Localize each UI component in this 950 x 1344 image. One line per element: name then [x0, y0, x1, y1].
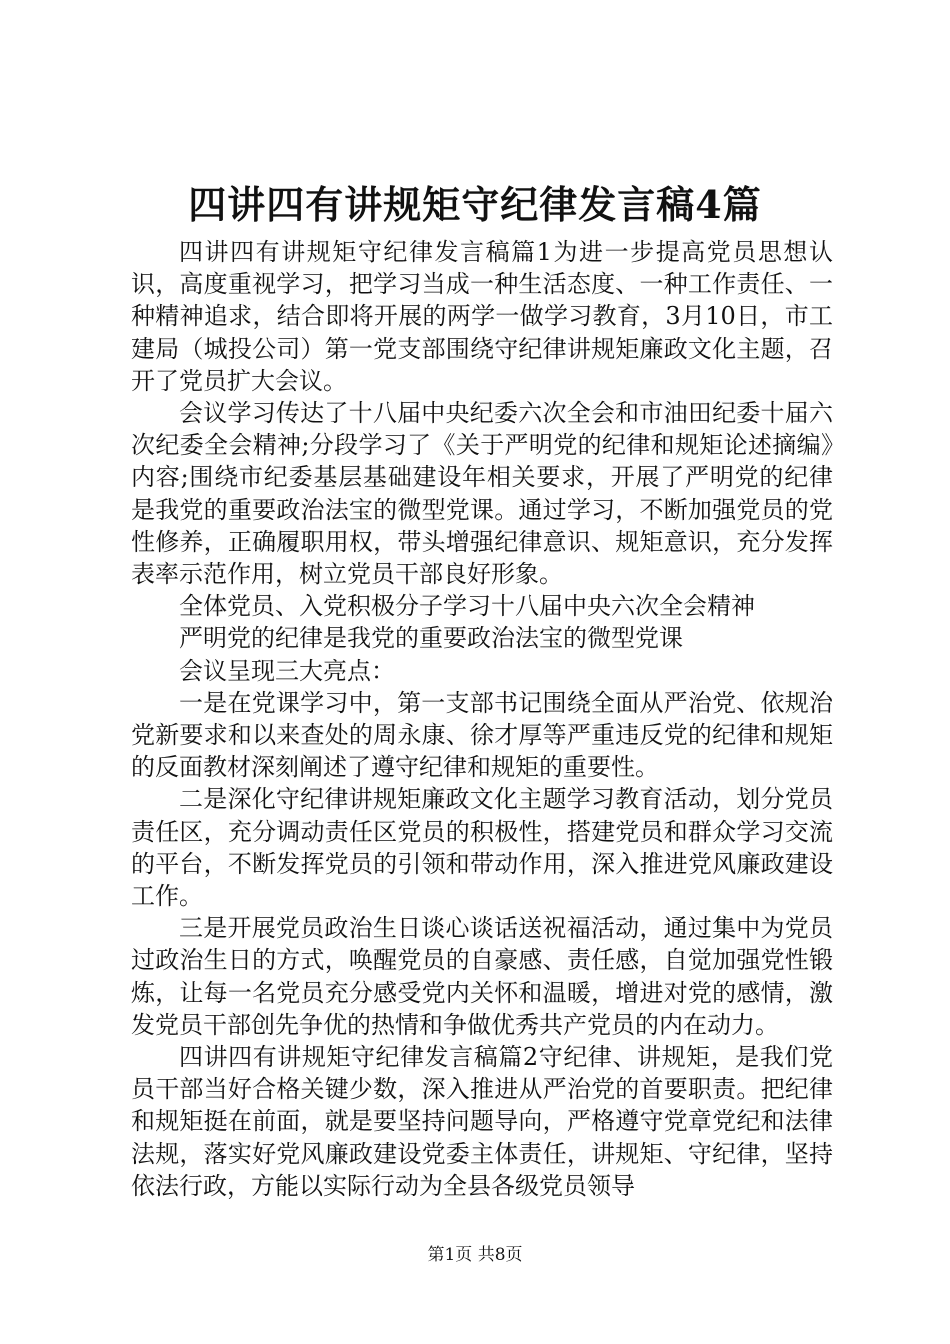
- body-paragraph: 二是深化守纪律讲规矩廉政文化主题学习教育活动，划分党员责任区，充分调动责任区党员的积极性，搭建党员和群众学习交流的平台，不断发挥党员的引领和带动作用，深入推进党风廉政建设工作。: [131, 785, 833, 911]
- body-paragraph: 三是开展党员政治生日谈心谈话送祝福活动，通过集中为党员过政治生日的方式，唤醒党员的自豪感、责任感，自觉加强党性锻炼，让每一名党员充分感受党内关怀和温暖，增进对党的感情，激发党员干部创先争优的热情和争做优秀共产党员的内在动力。: [131, 914, 833, 1039]
- document-body: [131, 236, 833, 1202]
- body-paragraph: 全体党员、入党积极分子学习十八届中央六次全会精神: [179, 592, 755, 621]
- body-paragraph: 会议学习传达了十八届中央纪委六次全会和市油田纪委十届六次纪委全会精神;分段学习了《关于严明党的纪律和规矩论述摘编》内容;围绕市纪委基层基础建设年相关要求，开展了严明党的纪律是我党的重要政治法宝的微型党课。通过学习，不断加强党员的党性修养，正确履职用权，带头增强纪律意识、规矩意识，充分发挥表率示范作用，树立党员干部良好形象。: [131, 399, 833, 589]
- page-number-footer: 第1页 共8页: [427, 1245, 523, 1265]
- body-paragraph: 一是在党课学习中，第一支部书记围绕全面从严治党、依规治党新要求和以来查处的周永康、徐才厚等严重违反党的纪律和规矩的反面教材深刻阐述了遵守纪律和规矩的重要性。: [131, 688, 833, 782]
- body-paragraph: 四讲四有讲规矩守纪律发言稿篇2守纪律、讲规矩，是我们党员干部当好合格关键少数，深入推进从严治党的首要职责。把纪律和规矩挺在前面，就是要坚持问题导向，严格遵守党章党纪和法律法规，落实好党风廉政建设党委主体责任，讲规矩、守纪律，坚持依法行政，方能以实际行动为全县各级党员领导: [131, 1043, 833, 1200]
- body-paragraph: 会议呈现三大亮点：: [179, 656, 395, 685]
- body-paragraph: 严明党的纪律是我党的重要政治法宝的微型党课: [179, 624, 683, 653]
- body-paragraph: 四讲四有讲规矩守纪律发言稿篇1为进一步提高党员思想认识，高度重视学习，把学习当成一种生活态度、一种工作责任、一种精神追求，结合即将开展的两学一做学习教育，3月10日，市工建局（城投公司）第一党支部围绕守纪律讲规矩廉政文化主题，召开了党员扩大会议。: [131, 238, 833, 395]
- document-title: 四讲四有讲规矩守纪律发言稿4篇: [188, 182, 762, 227]
